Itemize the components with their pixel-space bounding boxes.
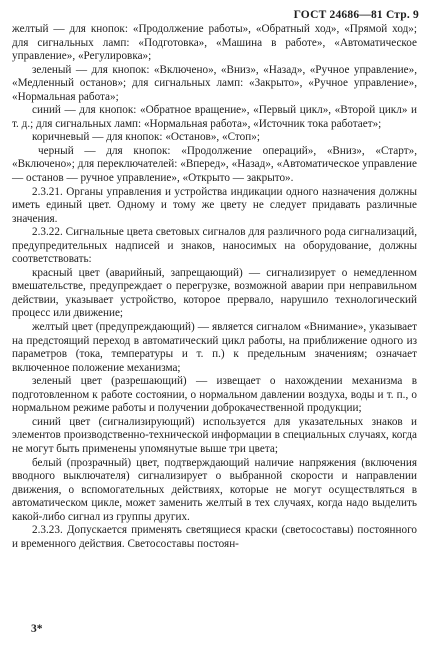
page-header: ГОСТ 24686—81 Стр. 9: [293, 9, 419, 21]
paragraph-blue-color: синий цвет (сигнализирующий) используется для указательных знаков и элементов производственно-технической информации в специальных случаях, когда не могут быть применены упомянутые выше три цвета;: [12, 415, 417, 455]
paragraph-yellow-color: желтый цвет (предупреждающий) — является сигналом «Внимание», указывает на предстоящий переход в автоматический цикл работы, на приближение одного из параметров (тока, температуры и т. п.) к предельным значениям; означает включенное положение механизма;: [12, 321, 417, 374]
document-body: [12, 23, 417, 551]
paragraph-blue-buttons: синий — для кнопок: «Обратное вращение», «Первый цикл», «Второй цикл» и т. д.; для сигнальных ламп: «Нормальная работа», «Источник тока работает»;: [12, 104, 417, 130]
paragraph-yellow-buttons: желтый — для кнопок: «Продолжение работы», «Обратный ход», «Прямой ход»; для сигнальных ламп: «Подготовка», «Машина в работе», «Автоматическое управление», «Регулировка»;: [12, 23, 417, 63]
paragraph-red-color: красный цвет (аварийный, запрещающий) — сигнализирует о немедленном вмешательстве, предупреждает о перегрузке, возможной аварии при неправильном действии, указывает устройство, которое прервало, нарушило технологический процесс или движение;: [12, 266, 417, 320]
paragraph-white-color: белый (прозрачный) цвет, подтверждающий наличие напряжения (включения вводного выключателя) сигнализирует о выбранной скорости и направлении движения, о вспомогательных действиях, которые не могут осуществляться в автоматическом цикле, может заменить желтый в тех случаях, когда надо выделить какой-либо сигнал из группы других.: [12, 456, 417, 523]
paragraph-2-3-21: 2.3.21. Органы управления и устройства индикации одного назначения должны иметь единый цвет. Одному и тому же цвету не следует придавать различные значения.: [12, 185, 417, 225]
paragraph-2-3-23: 2.3.23. Допускается применять светящиеся краски (светосоставы) постоянного и временного действия. Светосоставы постоян-: [12, 524, 417, 550]
paragraph-2-3-22: 2.3.22. Сигнальные цвета световых сигналов для различного рода сигнализаций, предупредительных надписей и знаков, наносимых на оборудование, должны соответствовать:: [12, 226, 417, 266]
signature-mark: 3*: [31, 623, 43, 635]
paragraph-green-color: зеленый цвет (разрешающий) — извещает о нахождении механизма в подготовленном к работе состоянии, о нормальном давлении воздуха, воды и т. п., о нормальном режиме работы и получении доброкачественной продукции;: [12, 375, 417, 415]
paragraph-green-buttons: зеленый — для кнопок: «Включено», «Вниз», «Назад», «Ручное управление», «Медленный останов»; для сигнальных ламп: «Закрыто», «Ручное управление», «Нормальная работа»;: [12, 63, 417, 103]
paragraph-brown-buttons: коричневый — для кнопок: «Останов», «Стоп»;: [32, 131, 260, 144]
paragraph-black-buttons: черный — для кнопок: «Продолжение операций», «Вниз», «Старт», «Включено»; для переключателей: «Вперед», «Назад», «Автоматическое управление — останов — ручное управление», «Открыто — закрыто».: [12, 144, 417, 185]
